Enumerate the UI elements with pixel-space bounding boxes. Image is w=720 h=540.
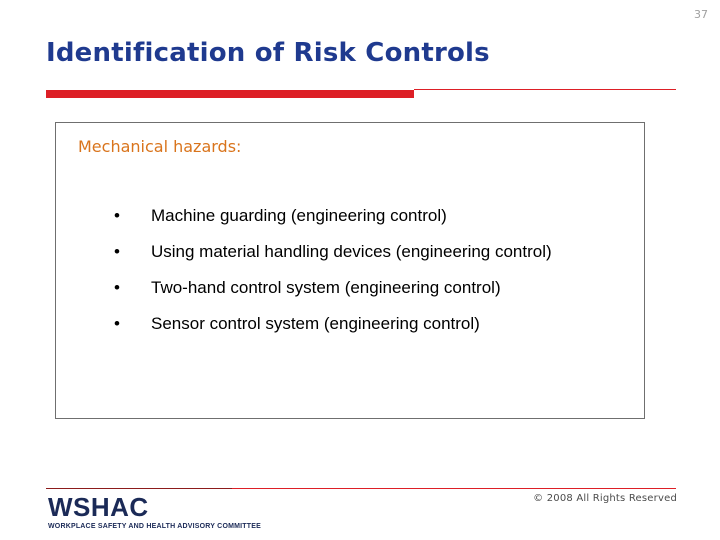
list-item — [110, 277, 552, 313]
logo-subtitle: WORKPLACE SAFETY AND HEALTH ADVISORY COMMITTEE — [48, 523, 261, 530]
footer-divider-accent — [46, 488, 232, 489]
list-item-text: Using material handling devices (engineering control) — [151, 242, 552, 261]
slide-number: 37 — [694, 8, 708, 21]
list-item-text: Sensor control system (engineering control) — [151, 314, 480, 333]
list-item-text: Machine guarding (engineering control) — [151, 206, 447, 225]
bullet-icon: • — [114, 242, 120, 261]
bullet-icon: • — [114, 278, 120, 297]
slide-title: Identification of Risk Controls — [46, 38, 490, 68]
bullet-list — [110, 205, 552, 349]
list-item — [110, 313, 552, 349]
logo-wordmark: WSHAC — [48, 492, 149, 522]
wshac-logo — [48, 494, 261, 532]
title-accent-bar — [46, 90, 414, 98]
section-heading: Mechanical hazards: — [78, 137, 242, 156]
copyright-notice: © 2008 All Rights Reserved — [533, 493, 677, 504]
list-item — [110, 241, 552, 277]
list-item-text: Two-hand control system (engineering control) — [151, 278, 501, 297]
bullet-icon: • — [114, 206, 120, 225]
bullet-icon: • — [114, 314, 120, 333]
title-divider-line — [414, 89, 676, 90]
list-item — [110, 205, 552, 241]
